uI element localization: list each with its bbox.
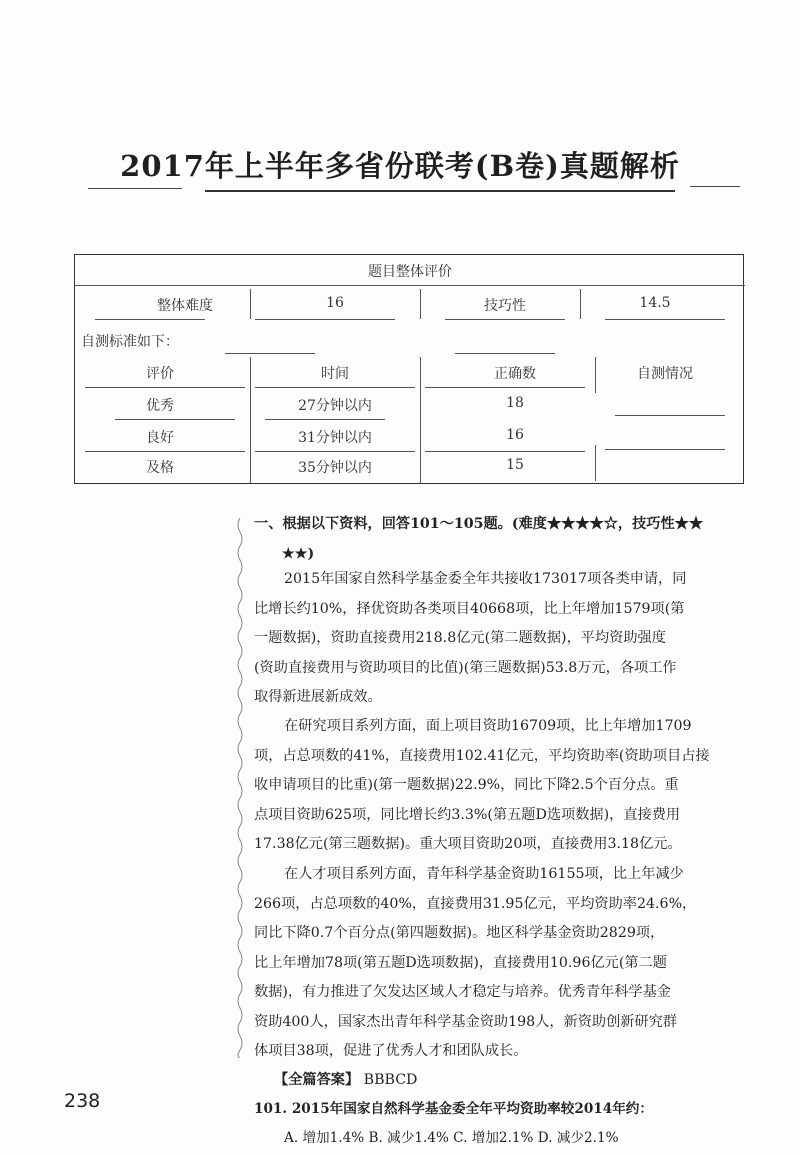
all-answers-label: 【全篇答案】 [274,1072,360,1088]
table-divider [265,419,385,420]
row-time: 35分钟以内 [298,460,372,476]
margin-squiggle [236,518,244,1058]
text-line: (资助直接费用与资助项目的比值)(第三题数据)53.8万元，各项工作 [254,659,677,676]
difficulty-value: 16 [326,295,344,311]
paragraph-2 [254,712,754,860]
row-correct: 18 [506,395,524,411]
section-heading [254,510,754,569]
table-divider [580,289,581,319]
text-line: 取得新进展新成效。 [254,689,382,705]
title-rule-main [205,190,675,192]
text-line: 体项目38项，促进了优秀人才和团队成长。 [254,1043,528,1059]
page-number: 238 [64,1090,101,1112]
text-line: 点项目资助625项，同比增长约3.3%(第五题D选项数据)，直接费用 [254,806,681,823]
table-divider [595,357,596,393]
table-divider [225,353,315,354]
row-correct: 16 [506,427,524,443]
row-time: 27分钟以内 [298,398,372,414]
question-options: A. 增加1.4% B. 减少1.4% C. 增加2.1% D. 减少2.1% [284,1130,619,1146]
table-divider [425,451,585,452]
text-line: 2015年国家自然科学基金委全年共接收173017项各类申请，同 [284,571,687,587]
text-line: 比上年增加78项(第五题D选项数据)，直接费用10.96亿元(第二题 [254,954,667,971]
section-heading-line: ★★) [282,545,315,562]
table-divider [445,319,565,320]
text-line: 收申请项目的比重)(第一题数据)22.9%，同比下降2.5个百分点。重 [254,777,679,793]
skill-label: 技巧性 [484,298,526,314]
text-line: 在人才项目系列方面，青年科学基金资助16155项，比上年减少 [284,866,684,882]
text-line: 在研究项目系列方面，面上项目资助16709项，比上年增加1709 [284,718,692,734]
title-rule-left [88,188,182,189]
table-divider [255,387,415,388]
table-divider [420,357,421,483]
paragraph-3 [254,860,754,1067]
section-heading-line: 一、根据以下资料，回答101～105题。(难度★★★★☆，技巧性★★ [254,516,704,532]
column-header: 时间 [321,366,349,382]
row-grade: 优秀 [146,398,174,414]
text-line: 一题数据)，资助直接费用218.8亿元(第二题数据)，平均资助强度 [254,630,666,646]
table-divider [75,285,745,286]
row-time: 31分钟以内 [298,430,372,446]
table-divider [615,415,725,416]
text-line: 数据)，有力推进了欠发达区域人才稳定与培养。优秀青年科学基金 [254,984,671,1000]
all-answers [254,1066,754,1096]
row-grade: 及格 [146,460,174,476]
column-header: 自测情况 [637,366,693,382]
question-block [254,1095,754,1125]
question-101: 101. 2015年国家自然科学基金委全年平均资助率较2014年约： [254,1101,653,1117]
table-divider [425,387,585,388]
table-divider [85,451,245,452]
text-line: 17.38亿元(第三题数据)。重大项目资助20项，直接费用3.18亿元。 [254,836,682,852]
difficulty-label: 整体难度 [157,298,213,314]
page-title: 2017年上半年多省份联考(B卷)真题解析 [120,149,680,183]
table-divider [255,451,415,452]
table-divider [250,289,251,319]
table-divider [250,357,251,483]
table-divider [605,319,725,320]
table-divider [595,445,596,481]
answer-block [254,1066,754,1096]
text-line: 比增长约10%，择优资助各类项目40668项，比上年增加1579项(第 [254,600,685,617]
text-line: 项，占总项数的41%，直接费用102.41亿元，平均资助率(资助项目占接 [254,747,710,764]
table-divider [255,319,395,320]
title-rule-right [690,186,740,187]
table-divider [85,387,245,388]
table-divider [605,449,725,450]
table-divider [95,319,205,320]
table-divider [420,289,421,319]
row-grade: 良好 [146,430,174,446]
column-header: 评价 [146,366,174,382]
table-divider [115,419,235,420]
text-line: 同比下降0.7个百分点(第四题数据)。地区科学基金资助2829项， [254,925,665,941]
text-line: 资助400人，国家杰出青年科学基金资助198人，新资助创新研究群 [254,1013,678,1030]
paragraph-1 [254,565,754,713]
column-header: 正确数 [494,366,536,382]
skill-value: 14.5 [639,295,671,311]
row-correct: 15 [506,457,524,473]
options-block [284,1124,754,1154]
text-line: 266项，占总项数的40%，直接费用31.95亿元，平均资助率24.6%， [254,895,697,912]
evaluation-table [74,254,744,484]
all-answers-value: BBBCD [363,1072,418,1088]
table-heading: 题目整体评价 [368,264,452,280]
standard-label: 自测标准如下： [81,334,179,350]
table-divider [455,353,555,354]
